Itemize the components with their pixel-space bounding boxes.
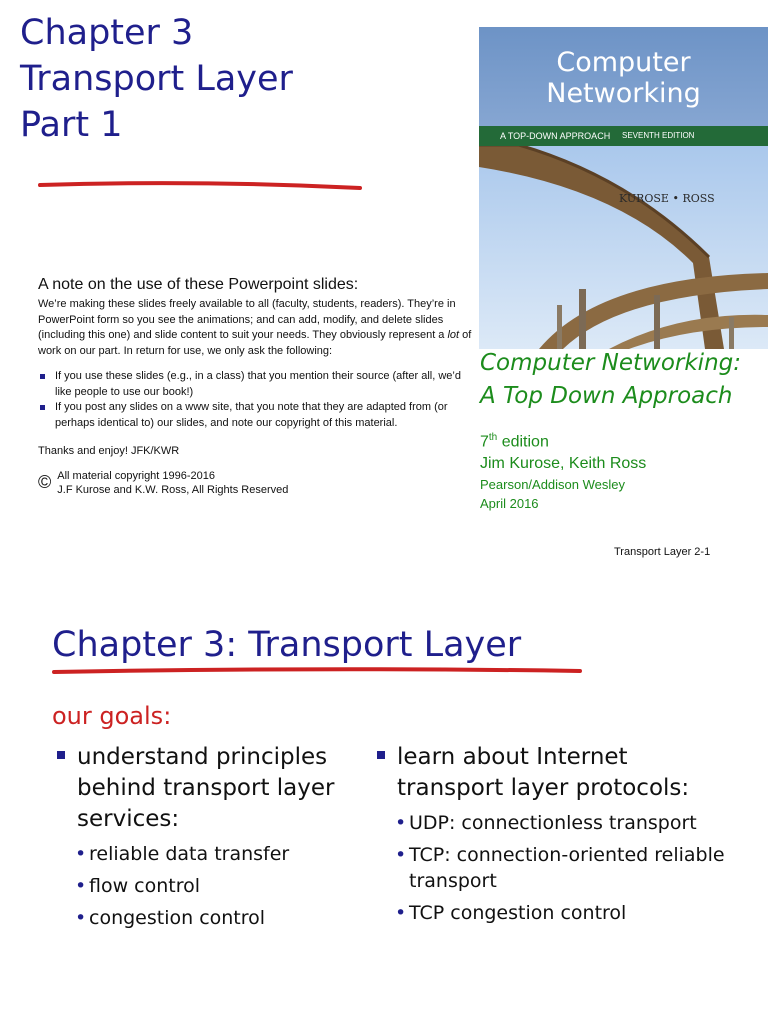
book-cover-subtitle: A TOP-DOWN APPROACH bbox=[500, 131, 611, 141]
slide2-title-underline bbox=[52, 664, 584, 678]
copyright-notice bbox=[38, 469, 478, 497]
square-bullet-icon bbox=[377, 751, 385, 759]
book-cover-image bbox=[479, 27, 768, 349]
book-reference-authors: Jim Kurose, Keith Ross bbox=[480, 455, 647, 473]
goal-sub-list bbox=[375, 810, 735, 926]
note-heading: A note on the use of these Powerpoint slides: bbox=[38, 276, 359, 293]
book-cover-band bbox=[479, 126, 768, 146]
goal-bullet-text: learn about Internet transport layer protocols: bbox=[397, 744, 690, 801]
note-bullet-text: If you post any slides on a www site, that you note that they are adapted from (or perhaps identical to) our slides, and note our copyright of this material. bbox=[55, 401, 448, 429]
book-reference-edition bbox=[480, 427, 760, 453]
goal-sub-bullet bbox=[375, 900, 735, 926]
copyright-icon: © bbox=[38, 472, 52, 492]
book-cover-title-line: Networking bbox=[546, 78, 701, 109]
note-body-emphasis: lot bbox=[447, 329, 460, 341]
slide1-title-line: Part 1 bbox=[20, 105, 123, 145]
book-reference bbox=[480, 347, 760, 513]
goal-sub-bullet bbox=[55, 841, 365, 867]
slide2-title: Chapter 3: Transport Layer bbox=[52, 625, 522, 665]
dot-bullet-icon: • bbox=[75, 907, 87, 929]
copyright-line: J.F Kurose and K.W. Ross, All Rights Reserved bbox=[57, 484, 289, 496]
copyright-text bbox=[57, 469, 288, 497]
slide1-title-line: Chapter 3 bbox=[20, 13, 194, 53]
note-body-text: of work on our part. In return for use, we only ask the following: bbox=[38, 329, 472, 357]
goals-left-column bbox=[55, 742, 365, 931]
book-reference-title: Computer Networking: A Top Down Approach bbox=[480, 350, 741, 409]
book-reference-publisher: Pearson/Addison Wesley bbox=[480, 477, 626, 493]
goals-heading: our goals: bbox=[52, 702, 172, 730]
goal-sub-bullet-text: UDP: connectionless transport bbox=[409, 812, 697, 834]
goal-sub-bullet-text: reliable data transfer bbox=[89, 843, 290, 865]
slide1-title-underline bbox=[38, 178, 364, 194]
usage-note bbox=[38, 276, 478, 497]
edition-label: edition bbox=[497, 433, 549, 451]
note-body bbox=[38, 297, 478, 359]
square-bullet-icon bbox=[57, 751, 65, 759]
goal-sub-bullet bbox=[375, 842, 735, 894]
book-cover-title-line: Computer bbox=[556, 47, 691, 78]
dot-bullet-icon: • bbox=[395, 902, 407, 924]
slide1-title-line: Transport Layer bbox=[20, 59, 293, 99]
dot-bullet-icon: • bbox=[75, 875, 87, 897]
copyright-line: All material copyright 1996-2016 bbox=[57, 470, 216, 482]
goal-bullet bbox=[55, 742, 365, 835]
goals-right-column bbox=[375, 742, 735, 926]
goal-sub-bullet bbox=[375, 810, 735, 836]
slide-footer: Transport Layer 2-1 bbox=[614, 546, 711, 558]
goal-sub-bullet bbox=[55, 905, 365, 931]
note-bullet-text: If you use these slides (e.g., in a class) that you mention their source (after all, we’d like people to use our book!) bbox=[55, 370, 461, 398]
book-cover-title bbox=[479, 47, 768, 109]
goal-sub-list bbox=[55, 841, 365, 931]
dot-bullet-icon: • bbox=[75, 843, 87, 865]
note-bullet bbox=[38, 369, 478, 400]
goal-sub-bullet bbox=[55, 873, 365, 899]
note-bullet-list bbox=[38, 369, 478, 431]
dot-bullet-icon: • bbox=[395, 812, 407, 834]
book-cover-edition: SEVENTH EDITION bbox=[622, 131, 695, 140]
goal-bullet-text: understand principles behind transport layer services: bbox=[77, 744, 335, 832]
edition-suffix: th bbox=[488, 432, 498, 443]
goal-sub-bullet-text: flow control bbox=[89, 875, 201, 897]
square-bullet-icon bbox=[40, 405, 45, 410]
book-cover-authors: KUROSE • ROSS bbox=[619, 192, 715, 205]
note-body-text: We’re making these slides freely available to all (faculty, students, readers). They’re in PowerPoint form so you see the animations; and can add, modify, and delete slides (including this one) and slide content to suit your needs. They obviously represent a bbox=[38, 298, 456, 341]
note-bullet bbox=[38, 400, 478, 431]
square-bullet-icon bbox=[40, 374, 45, 379]
book-reference-date: April 2016 bbox=[480, 496, 539, 512]
edition-number: 7 bbox=[480, 433, 489, 451]
goal-bullet bbox=[375, 742, 735, 804]
note-thanks: Thanks and enjoy! JFK/KWR bbox=[38, 445, 180, 457]
dot-bullet-icon: • bbox=[395, 844, 407, 866]
goal-sub-bullet-text: TCP congestion control bbox=[409, 902, 627, 924]
slide1-title bbox=[20, 10, 293, 148]
goal-sub-bullet-text: congestion control bbox=[89, 907, 266, 929]
goal-sub-bullet-text: TCP: connection-oriented reliable transport bbox=[409, 844, 725, 892]
